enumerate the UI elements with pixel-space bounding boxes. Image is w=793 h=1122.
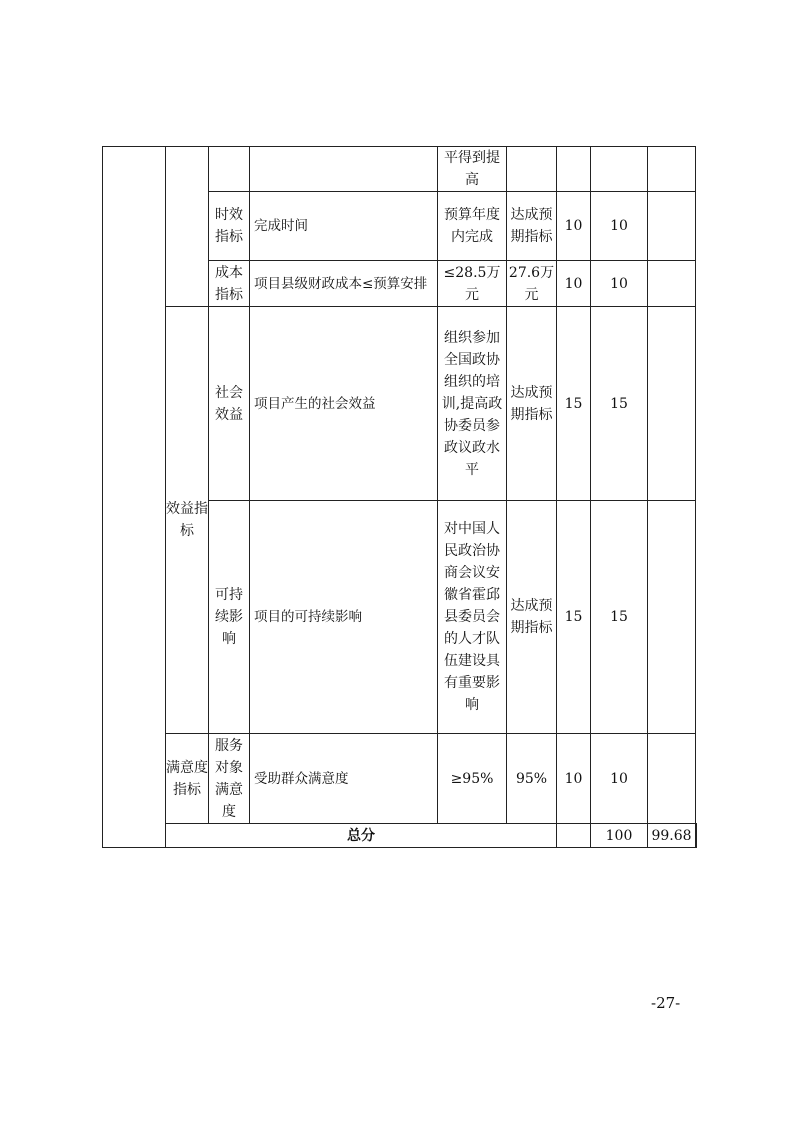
remark-cell [648,147,696,192]
weight-cell: 15 [557,501,591,734]
page-number: -27- [651,994,681,1012]
actual-value-cell: 达成预期指标 [507,192,557,261]
score-cell: 10 [591,261,648,307]
third-level-indicator-cell: 时效指标 [209,192,250,261]
remark-cell [648,307,696,501]
weight-cell [557,147,591,192]
remark-cell [648,501,696,734]
weight-cell: 10 [557,734,591,824]
score-cell: 15 [591,501,648,734]
second-level-indicator-cell [166,147,209,307]
remark-cell [648,192,696,261]
second-level-indicator-cell: 效益指标 [166,307,209,734]
score-cell [591,147,648,192]
score-cell: 15 [591,307,648,501]
weight-cell: 10 [557,192,591,261]
indicator-cell: 项目的可持续影响 [250,501,438,734]
total-row [103,824,697,848]
second-level-indicator-cell: 满意度指标 [166,734,209,824]
indicator-cell: 项目产生的社会效益 [250,307,438,501]
indicator-cell: 项目县级财政成本≤预算安排 [250,261,438,307]
indicator-cell: 受助群众满意度 [250,734,438,824]
actual-value-cell: 27.6万元 [507,261,557,307]
third-level-indicator-cell: 社会效益 [209,307,250,501]
weight-cell: 10 [557,261,591,307]
actual-value-cell: 达成预期指标 [507,307,557,501]
total-score: 99.68 [648,824,696,848]
table-row [103,734,697,824]
third-level-indicator-cell: 成本指标 [209,261,250,307]
total-label: 总分 [166,824,557,848]
table-row [103,147,697,192]
actual-value-cell [557,824,591,848]
actual-value-cell: 达成预期指标 [507,501,557,734]
table-row [103,307,697,501]
target-value-cell: 平得到提高 [438,147,507,192]
target-value-cell: 组织参加全国政协组织的培训,提高政协委员参政议政水平 [438,307,507,501]
remark-cell [696,824,697,848]
target-value-cell: 预算年度内完成 [438,192,507,261]
weight-cell: 15 [557,307,591,501]
target-value-cell: 对中国人民政治协商会议安徽省霍邱县委员会的人才队伍建设具有重要影响 [438,501,507,734]
third-level-indicator-cell: 可持续影响 [209,501,250,734]
target-value-cell: ≤28.5万元 [438,261,507,307]
score-cell: 10 [591,192,648,261]
third-level-indicator-cell [209,147,250,192]
first-level-indicator-cell [103,147,166,848]
third-level-indicator-cell: 服务对象满意度 [209,734,250,824]
indicator-cell [250,147,438,192]
indicator-cell: 完成时间 [250,192,438,261]
performance-table [102,146,697,848]
actual-value-cell: 95% [507,734,557,824]
target-value-cell: ≥95% [438,734,507,824]
score-cell: 10 [591,734,648,824]
actual-value-cell [507,147,557,192]
remark-cell [648,261,696,307]
total-weight: 100 [591,824,648,848]
remark-cell [648,734,696,824]
